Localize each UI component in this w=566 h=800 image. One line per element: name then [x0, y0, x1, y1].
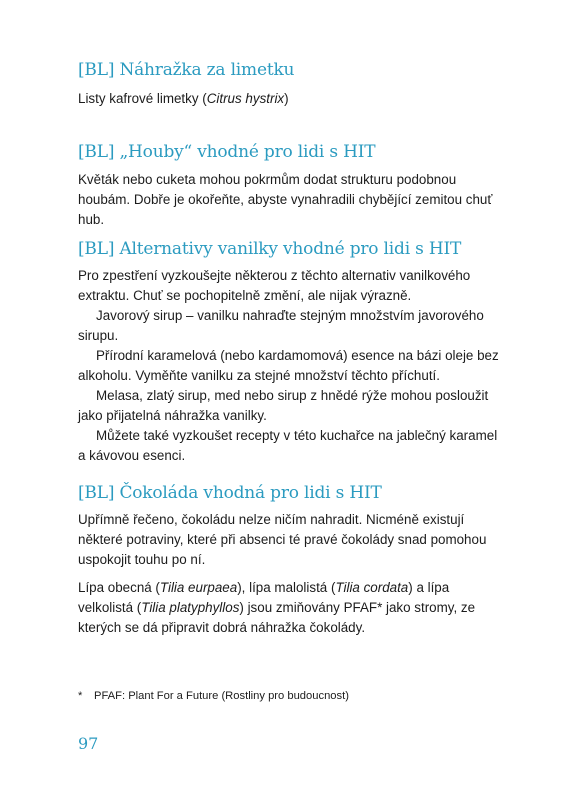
latin-name: Citrus hystrix — [206, 91, 285, 106]
footnote-text: PFAF: Plant For a Future (Rostliny pro budoucnost) — [94, 690, 349, 702]
latin-name: Tilia cordata — [335, 580, 409, 595]
heading-lime-substitute: [BL] Náhražka za limetku — [78, 60, 295, 80]
heading-vanilla-alternatives: [BL] Alternativy vanilky vhodné pro lidi s HIT — [78, 239, 462, 259]
paragraph: Můžete také vyzkoušet recepty v této kuchařce na jablečný karamel a kávovou esenci. — [78, 428, 498, 463]
footnote-marker: * — [78, 690, 83, 702]
paragraph: Upřímně řečeno, čokoládu nelze ničím nahradit. Nicméně existují některé potraviny, které při absenci té pravé čokolády snad pomohou uspokojit touhu po ní. — [78, 512, 487, 567]
paragraph: Pro zpestření vyzkoušejte některou z těchto alternativ vanilkového extraktu. Chuť se pochopitelně změní, ale nijak výrazně. — [78, 268, 471, 303]
paragraph: Lípa obecná (Tilia eurpaea), lípa malolistá (Tilia cordata) a lípa velkolistá (Tilia platyphyllos) jsou zmiňovány PFAF* jako stromy, ze kterých se dá připravit dobrá náhražka čokolády. — [78, 580, 476, 635]
footnote — [78, 690, 349, 702]
heading-chocolate: [BL] Čokoláda vhodná pro lidi s HIT — [78, 483, 382, 503]
paragraph: Javorový sirup – vanilku nahraďte stejným množstvím javorového sirupu. — [78, 308, 484, 343]
chocolate-text — [78, 510, 504, 570]
paragraph: Květák nebo cuketa mohou pokrmům dodat strukturu podobnou houbám. Dobře je okořeňte, abyste vynahradili chybějící zemitou chuť hub. — [78, 172, 493, 227]
lime-substitute-text — [78, 89, 504, 109]
vanilla-alternatives-text — [78, 266, 504, 466]
paragraph: Melasa, zlatý sirup, med nebo sirup z hnědé rýže mohou posloužit jako přijatelná náhražka vanilky. — [78, 388, 489, 423]
heading-mushrooms: [BL] „Houby“ vhodné pro lidi s HIT — [78, 142, 376, 162]
latin-name: Tilia platyphyllos — [141, 600, 240, 615]
page-number: 97 — [78, 734, 99, 753]
paragraph: Přírodní karamelová (nebo kardamomová) esence na bázi oleje bez alkoholu. Vyměňte vanilku za stejné množství těchto příchutí. — [78, 348, 499, 383]
mushrooms-text — [78, 170, 504, 230]
latin-name: Tilia eurpaea — [159, 580, 238, 595]
paragraph: Listy kafrové limetky (Citrus hystrix) — [78, 91, 289, 106]
linden-text — [78, 578, 504, 638]
